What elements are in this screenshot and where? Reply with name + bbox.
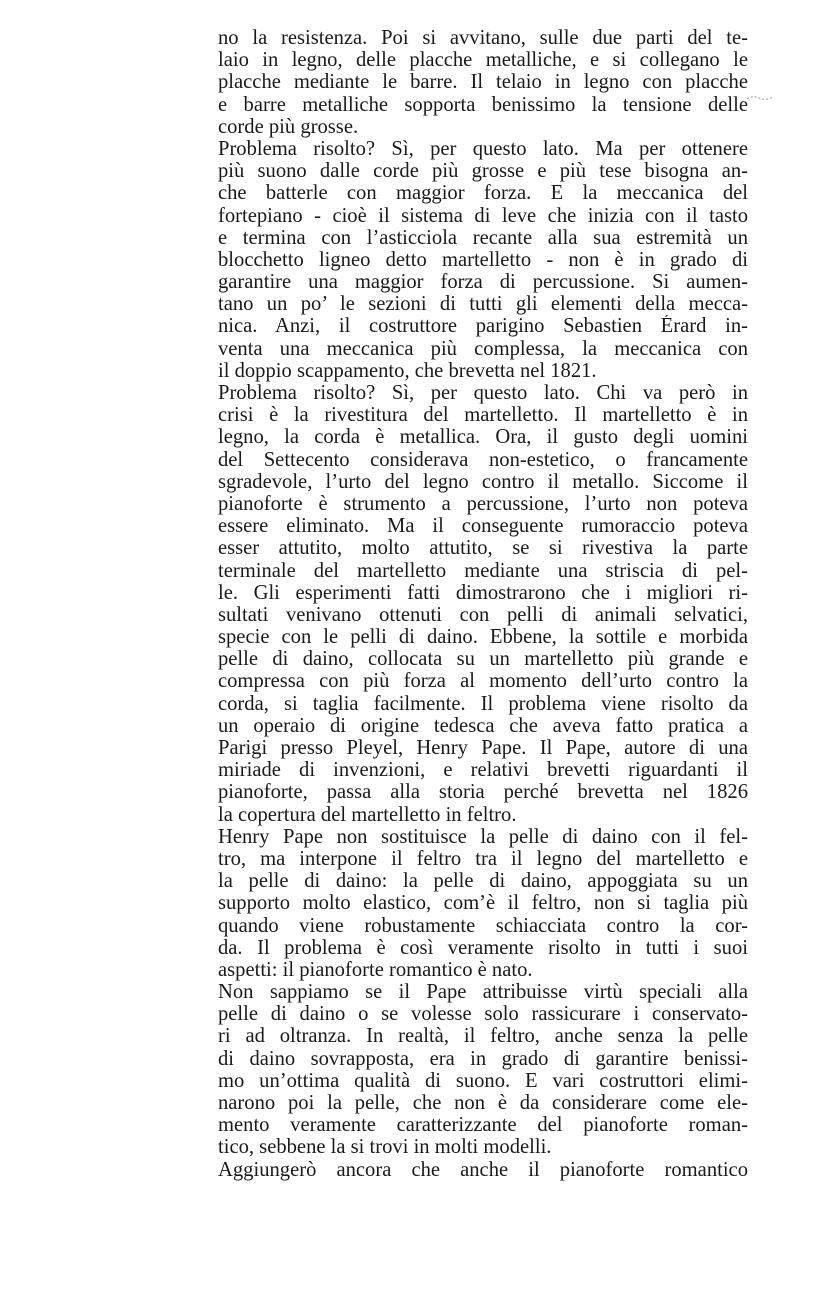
text-line: tano un po’ le sezioni di tutti gli elementi della mecca-: [218, 293, 748, 316]
text-line: che batterle con maggior forza. E la meccanica del: [218, 182, 748, 205]
text-line: la pelle di daino: la pelle di daino, appoggiata su un: [218, 870, 748, 893]
text-line: le. Gli esperimenti fatti dimostrarono che i migliori ri-: [218, 581, 748, 604]
text-line: del Settecento considerava non-estetico, o francamente: [218, 448, 748, 471]
text-line: venta una meccanica più complessa, la meccanica con: [218, 337, 748, 360]
text-line: Henry Pape non sostituisce la pelle di daino con il fel-: [218, 825, 748, 848]
text-line: miriade di invenzioni, e relativi brevetti riguardanti il: [218, 759, 748, 782]
text-line: il doppio scappamento, che brevetta nel 1821.: [218, 359, 597, 382]
text-line: di daino sovrapposta, era in grado di garantire benissi-: [218, 1047, 748, 1070]
paragraph-3: [218, 382, 748, 826]
text-line: pelle di daino, collocata su un martelletto più grande e: [218, 648, 748, 671]
text-line: blocchetto ligneo detto martelletto - non è in grado di: [218, 248, 748, 271]
text-line: narono poi la pelle, che non è da considerare come ele-: [218, 1092, 748, 1114]
paragraph-6: [218, 1159, 748, 1181]
text-line: corda, si taglia facilmente. Il problema viene risolto da: [218, 692, 748, 715]
text-line: supporto molto elastico, com’è il feltro, non si taglia più: [218, 892, 748, 915]
text-line: compressa con più forza al momento dell’urto contro la: [218, 670, 748, 693]
text-line: mo un’ottima qualità di suono. E vari costruttori elimi-: [218, 1069, 748, 1092]
text-line: esser attutito, molto attutito, se si rivestiva la parte: [218, 537, 748, 560]
text-line: laio in legno, delle placche metalliche, e si collegano le: [218, 49, 748, 72]
text-line: pianoforte, passa alla storia perché brevetta nel 1826: [218, 781, 748, 804]
paragraph-4: [218, 826, 748, 981]
text-line: fortepiano - cioè il sistema di leve che inizia con il tasto: [218, 204, 748, 227]
paragraph-1: [218, 27, 748, 138]
text-line: pelle di daino o se volesse solo rassicurare i conservato-: [218, 1003, 748, 1026]
text-line: corde più grosse.: [218, 115, 359, 138]
text-line: da. Il problema è così veramente risolto in tutti i suoi: [218, 936, 748, 959]
text-line: specie con le pelli di daino. Ebbene, la sottile e morbida: [218, 626, 748, 649]
text-line: Parigi presso Pleyel, Henry Pape. Il Pape, autore di una: [218, 737, 748, 759]
text-line: no la resistenza. Poi si avvitano, sulle due parti del te-: [218, 27, 748, 49]
text-line: e termina con l’asticciola recante alla sua estremità un: [218, 226, 748, 249]
text-line: mento veramente caratterizzante del pianoforte roman-: [218, 1114, 748, 1137]
text-line: garantire una maggior forza di percussione. Si aumen-: [218, 271, 748, 294]
text-line: Problema risolto? Sì, per questo lato. Ma per ottenere: [218, 137, 748, 160]
text-line: sultati venivano ottenuti con pelli di animali selvatici,: [218, 603, 748, 626]
paragraph-2: [218, 138, 748, 382]
text-line: essere eliminato. Ma il conseguente rumoraccio poteva: [218, 515, 748, 538]
text-line: ri ad oltranza. In realtà, il feltro, anche senza la pelle: [218, 1025, 748, 1048]
margin-mark-icon: [745, 92, 775, 104]
text-line: Non sappiamo se il Pape attribuisse virtù speciali alla: [218, 981, 748, 1004]
text-line: nica. Anzi, il costruttore parigino Sebastien Érard in-: [218, 315, 748, 338]
paragraph-5: [218, 981, 748, 1159]
text-line: Aggiungerò ancora che anche il pianoforte romantico: [218, 1158, 748, 1181]
text-line: terminale del martelletto mediante una striscia di pel-: [218, 559, 748, 582]
text-line: sgradevole, l’urto del legno contro il metallo. Siccome il: [218, 470, 748, 493]
text-line: tro, ma interpone il feltro tra il legno del martelletto e: [218, 847, 748, 870]
text-line: un operaio di origine tedesca che aveva fatto pratica a: [218, 714, 748, 737]
text-line: quando viene robustamente schiacciata contro la cor-: [218, 914, 748, 937]
text-line: la copertura del martelletto in feltro.: [218, 803, 517, 826]
text-line: aspetti: il pianoforte romantico è nato.: [218, 958, 533, 981]
text-column: [218, 27, 748, 1181]
text-line: Problema risolto? Sì, per questo lato. Chi va però in: [218, 382, 748, 404]
text-line: pianoforte è strumento a percussione, l’urto non poteva: [218, 492, 748, 515]
text-line: più suono dalle corde più grosse e più tese bisogna an-: [218, 160, 748, 183]
text-line: placche mediante le barre. Il telaio in legno con placche: [218, 71, 748, 94]
text-line: crisi è la rivestitura del martelletto. Il martelletto è in: [218, 404, 748, 427]
text-line: e barre metalliche sopporta benissimo la tensione delle: [218, 93, 748, 116]
text-line: legno, la corda è metallica. Ora, il gusto degli uomini: [218, 426, 748, 449]
text-line: tico, sebbene la si trovi in molti modelli.: [218, 1136, 552, 1159]
